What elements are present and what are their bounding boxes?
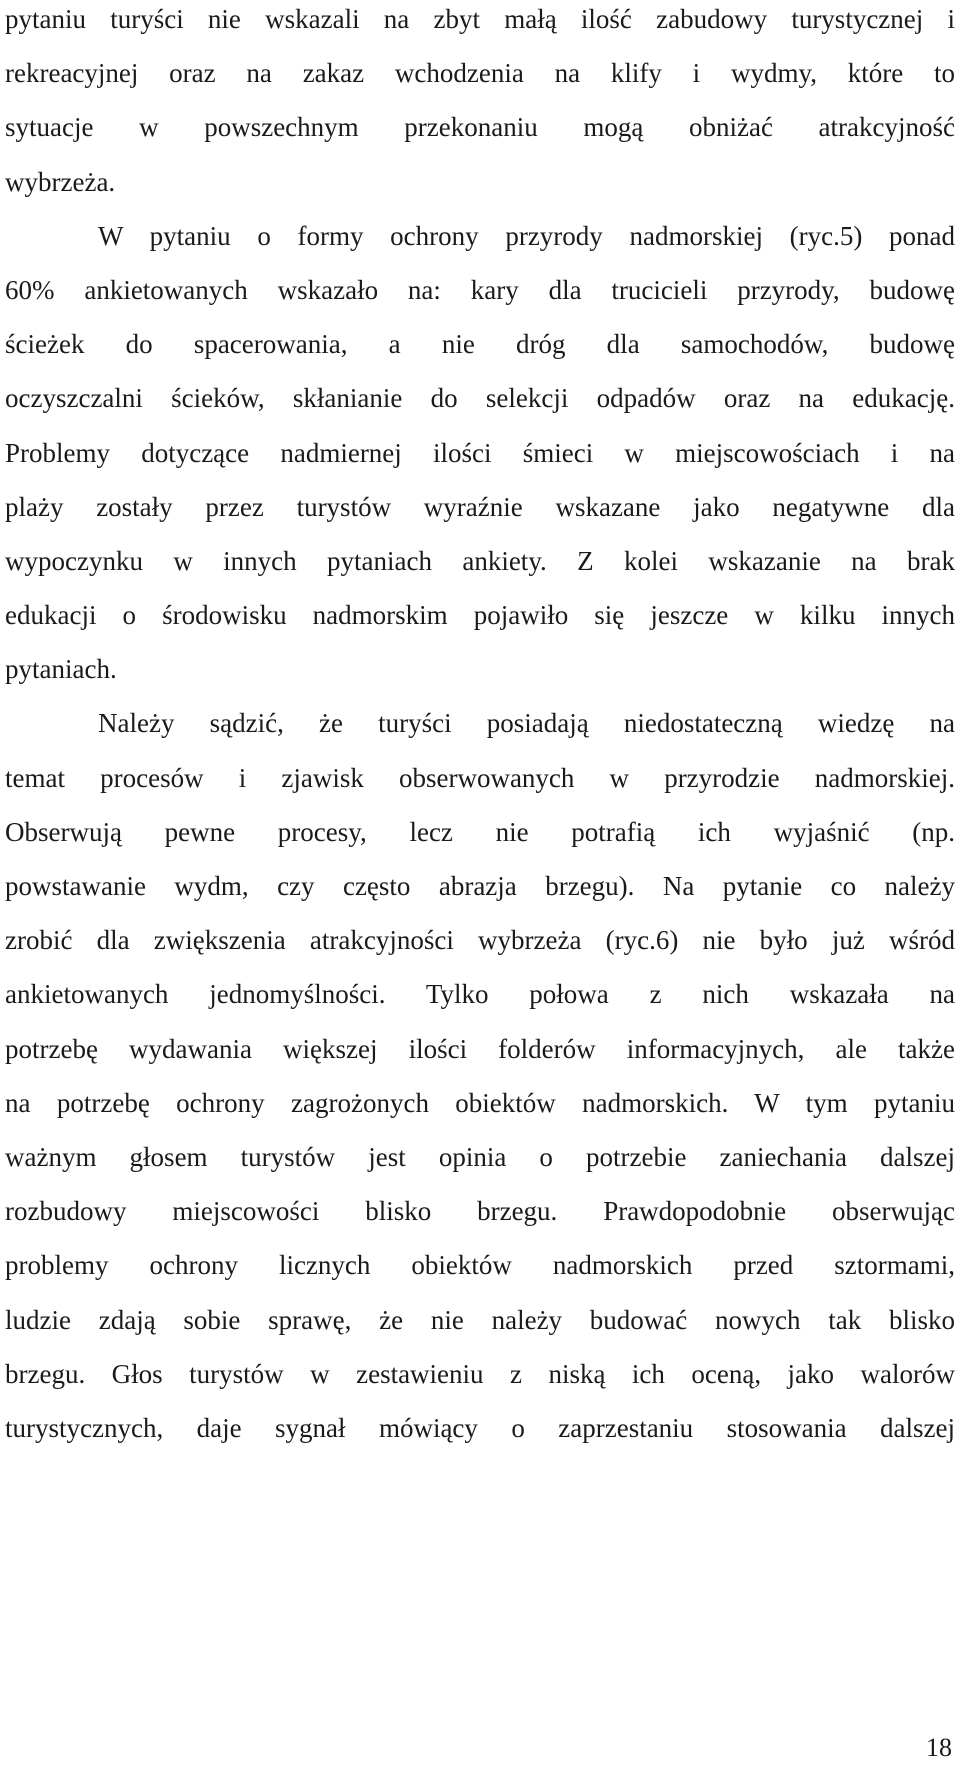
body-text (5, 0, 955, 1463)
text-line: turystycznych, daje sygnał mówiący o zaprzestaniu stosowania dalszej (5, 1412, 955, 1443)
text-line: ludzie zdają sobie sprawę, że nie należy budować nowych tak blisko (5, 1304, 955, 1335)
page-number: 18 (926, 1733, 952, 1762)
text-line: zrobić dla zwiększenia atrakcyjności wybrzeża (ryc.6) nie było już wśród (5, 925, 955, 956)
text-line: edukacji o środowisku nadmorskim pojawiło się jeszcze w kilku innych (5, 600, 955, 631)
text-line: potrzebę wydawania większej ilości folderów informacyjnych, ale także (5, 1033, 955, 1064)
text-line: sytuacje w powszechnym przekonaniu mogą obniżać atrakcyjność (5, 112, 955, 143)
text-line: Należy sądzić, że turyści posiadają niedostateczną wiedzę na (98, 708, 955, 739)
text-line: wypoczynku w innych pytaniach ankiety. Z kolei wskazanie na brak (5, 545, 955, 576)
text-line: ankietowanych jednomyślności. Tylko połowa z nich wskazała na (5, 979, 955, 1010)
text-line: ścieżek do spacerowania, a nie dróg dla samochodów, budowę (5, 329, 955, 360)
text-line: problemy ochrony licznych obiektów nadmorskich przed sztormami, (5, 1250, 955, 1281)
text-line: wybrzeża. (5, 166, 116, 197)
text-line: Problemy dotyczące nadmiernej ilości śmieci w miejscowościach i na (5, 437, 955, 468)
text-line: rekreacyjnej oraz na zakaz wchodzenia na klify i wydmy, które to (5, 58, 955, 89)
text-line: na potrzebę ochrony zagrożonych obiektów nadmorskich. W tym pytaniu (5, 1087, 955, 1118)
text-line: ważnym głosem turystów jest opinia o potrzebie zaniechania dalszej (5, 1141, 955, 1172)
text-line: Obserwują pewne procesy, lecz nie potrafią ich wyjaśnić (np. (5, 816, 955, 847)
text-line: powstawanie wydm, czy często abrazja brzegu). Na pytanie co należy (5, 871, 955, 901)
text-line: oczyszczalni ścieków, skłanianie do selekcji odpadów oraz na edukację. (5, 383, 955, 414)
text-line: brzegu. Głos turystów w zestawieniu z niską ich oceną, jako walorów (5, 1358, 955, 1389)
text-line: temat procesów i zjawisk obserwowanych w przyrodzie nadmorskiej. (5, 762, 955, 793)
text-line: pytaniach. (5, 654, 117, 685)
text-line: pytaniu turyści nie wskazali na zbyt małą ilość zabudowy turystycznej i (5, 4, 955, 34)
text-line: plaży zostały przez turystów wyraźnie wskazane jako negatywne dla (5, 491, 955, 522)
text-line: rozbudowy miejscowości blisko brzegu. Prawdopodobnie obserwując (5, 1196, 955, 1227)
text-line: 60% ankietowanych wskazało na: kary dla trucicieli przyrody, budowę (5, 274, 955, 305)
text-line: W pytaniu o formy ochrony przyrody nadmorskiej (ryc.5) ponad (98, 220, 955, 251)
